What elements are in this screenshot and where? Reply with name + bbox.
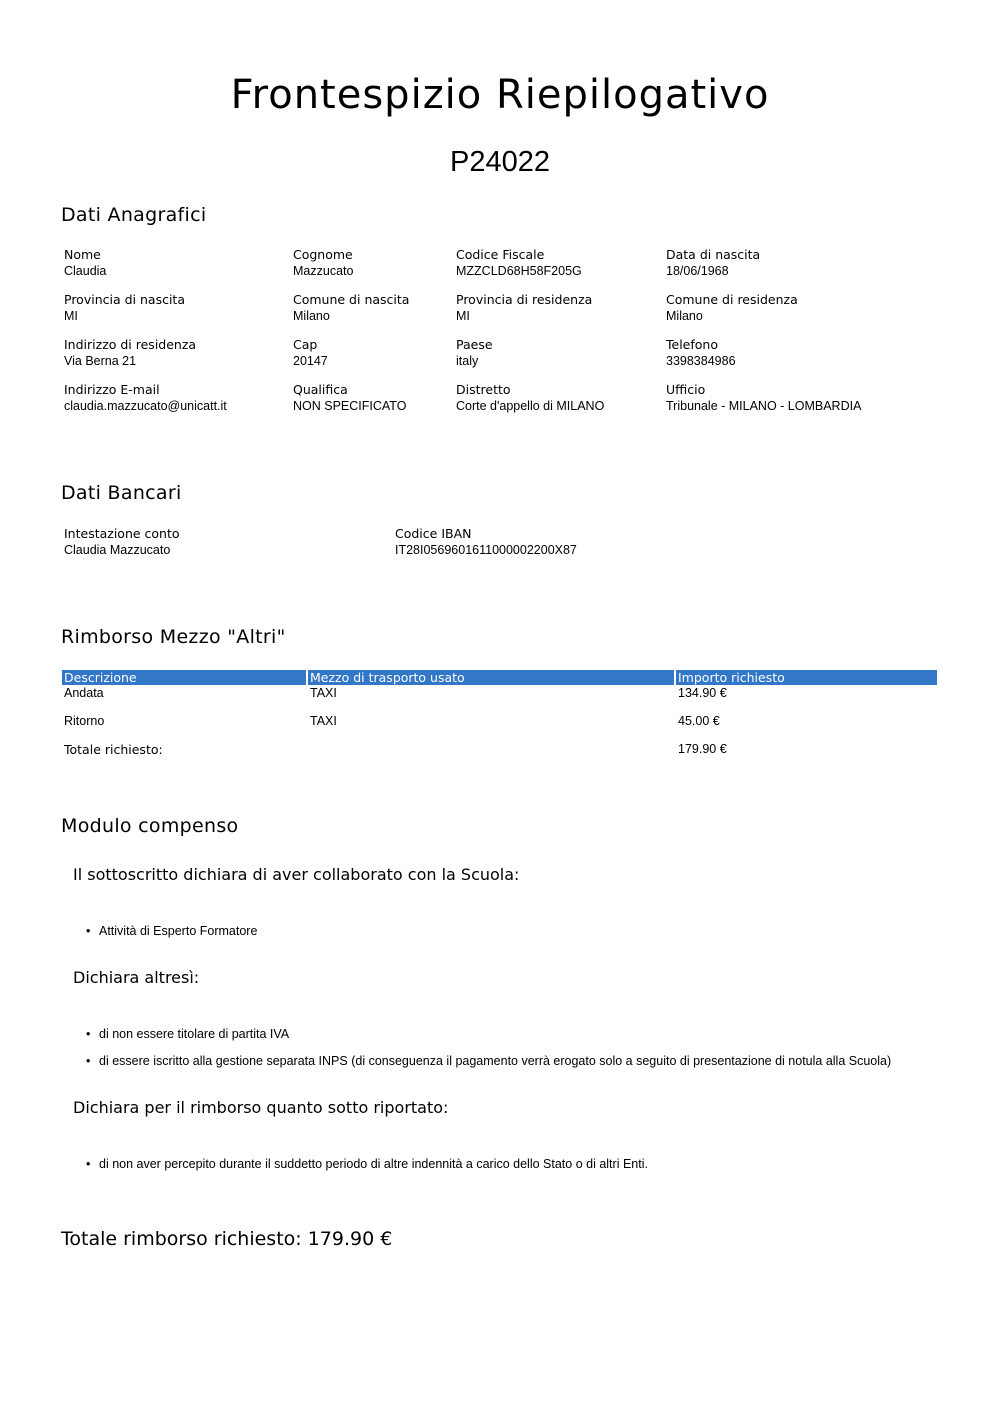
totale-richiesto-label: Totale richiesto:	[64, 742, 163, 757]
column-header-importo: Importo richiesto	[678, 670, 785, 685]
field-value: 3398384986	[666, 354, 736, 368]
field-value: 18/06/1968	[666, 264, 729, 278]
field-label: Indirizzo E-mail	[64, 382, 160, 397]
field-label: Intestazione conto	[64, 526, 180, 541]
field-provincia-residenza	[456, 291, 592, 325]
field-data-nascita	[666, 246, 760, 280]
list-item-text: di non essere titolare di partita IVA	[99, 1027, 290, 1041]
rimborso-table-header	[62, 670, 937, 685]
field-codice-fiscale	[456, 246, 582, 280]
rimborso-heading: Dichiara per il rimborso quanto sotto riportato:	[73, 1098, 449, 1117]
field-label: Ufficio	[666, 382, 706, 397]
list-item-text: Attività di Esperto Formatore	[99, 924, 258, 938]
field-label: Paese	[456, 337, 493, 352]
field-value: claudia.mazzucato@unicatt.it	[64, 399, 227, 413]
field-label: Codice Fiscale	[456, 247, 545, 262]
field-value: Via Berna 21	[64, 354, 137, 368]
list-item	[86, 1053, 891, 1070]
field-cap	[293, 336, 328, 370]
field-value: NON SPECIFICATO	[293, 399, 407, 413]
section-title-compenso: Modulo compenso	[61, 815, 239, 837]
cell-mezzo: TAXI	[310, 714, 337, 728]
field-label: Qualifica	[293, 382, 348, 397]
field-paese	[456, 336, 493, 370]
collaborazione-heading: Il sottoscritto dichiara di aver collaborato con la Scuola:	[73, 865, 520, 884]
field-label: Cognome	[293, 247, 353, 262]
list-item	[86, 1156, 648, 1173]
bullet-icon: •	[86, 1027, 91, 1041]
field-value: italy	[456, 354, 479, 368]
cell-descrizione: Ritorno	[64, 714, 105, 728]
column-header-descrizione: Descrizione	[64, 670, 137, 685]
bullet-icon: •	[86, 1054, 91, 1068]
field-value: Milano	[293, 309, 330, 323]
field-label: Provincia di residenza	[456, 292, 593, 307]
field-value: Corte d'appello di MILANO	[456, 399, 605, 413]
list-item	[86, 1026, 289, 1043]
cell-importo: 134.90 €	[678, 686, 727, 700]
field-label: Distretto	[456, 382, 511, 397]
field-comune-nascita	[293, 291, 409, 325]
field-qualifica	[293, 381, 406, 415]
field-codice-iban	[395, 525, 577, 559]
field-telefono	[666, 336, 736, 370]
field-value: MZZCLD68H58F205G	[456, 264, 582, 278]
field-indirizzo-residenza	[64, 336, 196, 370]
field-provincia-nascita	[64, 291, 185, 325]
field-value: IT28I0569601611000002200X87	[395, 543, 577, 557]
section-title-rimborso: Rimborso Mezzo "Altri"	[61, 626, 286, 648]
field-email	[64, 381, 227, 415]
field-label: Data di nascita	[666, 247, 761, 262]
field-value: 20147	[293, 354, 328, 368]
cell-mezzo: TAXI	[310, 686, 337, 700]
column-header-mezzo: Mezzo di trasporto usato	[310, 670, 465, 685]
section-title-bancari: Dati Bancari	[61, 482, 182, 504]
document-code: P24022	[450, 146, 550, 178]
field-label: Comune di residenza	[666, 292, 798, 307]
field-value: MI	[456, 309, 470, 323]
field-value: Claudia Mazzucato	[64, 543, 171, 557]
field-value: MI	[64, 309, 78, 323]
field-ufficio	[666, 381, 861, 415]
field-value: Tribunale - MILANO - LOMBARDIA	[666, 399, 862, 413]
field-label: Indirizzo di residenza	[64, 337, 197, 352]
list-item-text: di non aver percepito durante il suddetto periodo di altre indennità a carico dello Stato o di altri Enti.	[99, 1157, 648, 1171]
field-label: Telefono	[666, 337, 718, 352]
field-cognome	[293, 246, 353, 280]
field-label: Comune di nascita	[293, 292, 410, 307]
field-label: Codice IBAN	[395, 526, 472, 541]
field-label: Provincia di nascita	[64, 292, 185, 307]
altresi-heading: Dichiara altresì:	[73, 968, 200, 987]
cell-descrizione: Andata	[64, 686, 104, 700]
field-distretto	[456, 381, 604, 415]
field-value: Milano	[666, 309, 703, 323]
field-nome	[64, 246, 106, 280]
field-value: Claudia	[64, 264, 107, 278]
field-label: Cap	[293, 337, 318, 352]
field-value: Mazzucato	[293, 264, 354, 278]
page-title: Frontespizio Riepilogativo	[230, 72, 770, 118]
totale-rimborso: Totale rimborso richiesto: 179.90 €	[61, 1228, 393, 1250]
list-item	[86, 923, 257, 940]
bullet-icon: •	[86, 924, 91, 938]
field-comune-residenza	[666, 291, 798, 325]
field-label: Nome	[64, 247, 101, 262]
section-title-anagrafici: Dati Anagrafici	[61, 204, 207, 226]
list-item-text: di essere iscritto alla gestione separata INPS (di conseguenza il pagamento verrà erogato solo a seguito di presentazione di notula alla Scuola)	[99, 1054, 892, 1068]
field-intestazione-conto	[64, 525, 180, 559]
cell-importo: 45.00 €	[678, 714, 720, 728]
bullet-icon: •	[86, 1157, 91, 1171]
totale-richiesto-value: 179.90 €	[678, 742, 727, 756]
